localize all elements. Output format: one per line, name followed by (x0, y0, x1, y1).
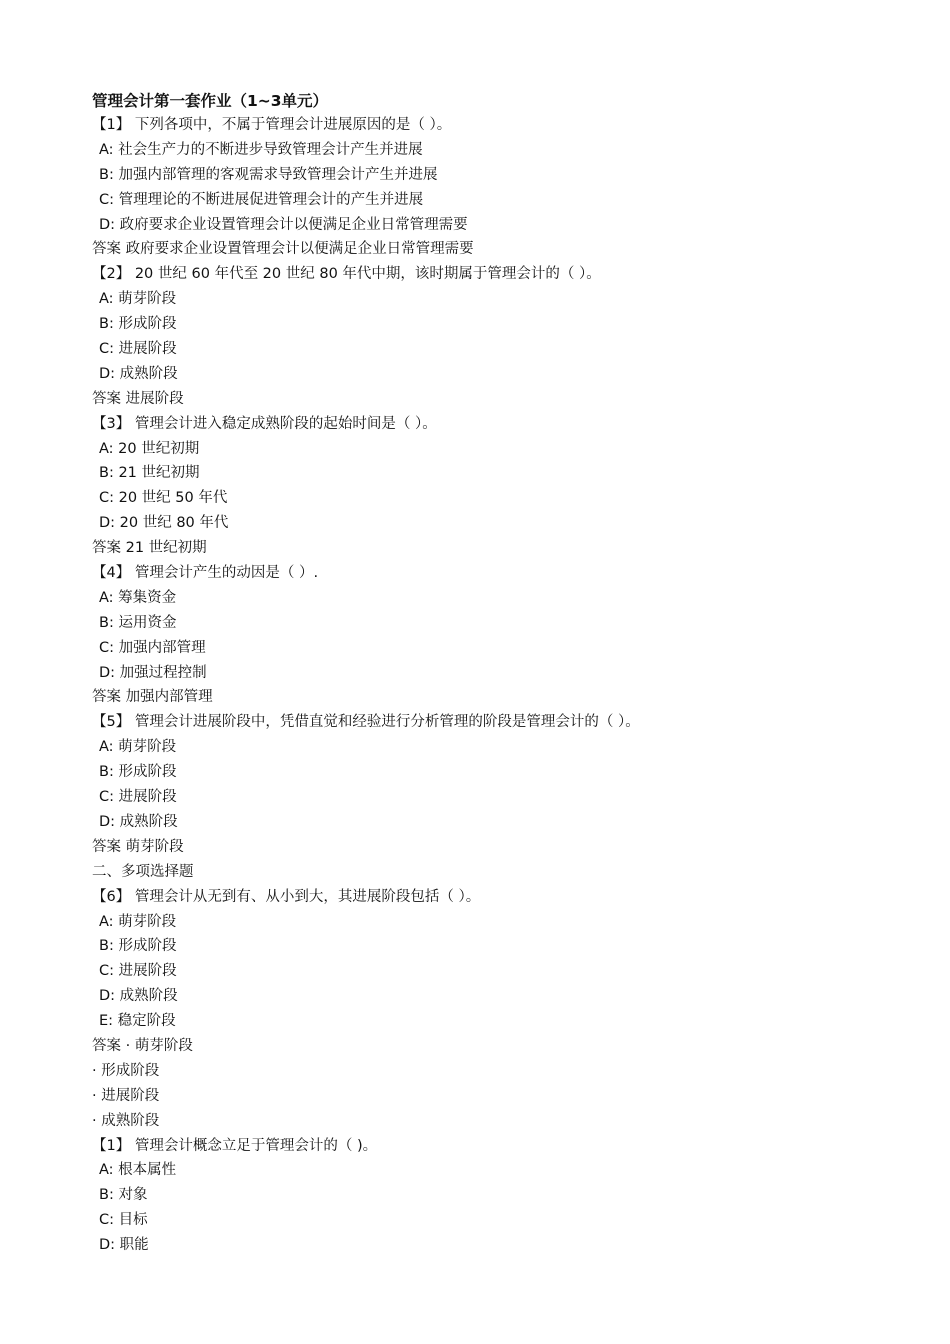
answer-option: D: 20 世纪 80 年代 (99, 515, 229, 532)
answer-option: D: 职能 (99, 1237, 149, 1254)
answer-option: B: 形成阶段 (99, 938, 177, 955)
answer-option: C: 进展阶段 (99, 789, 177, 806)
answer-key: 答案 萌芽阶段 (92, 838, 184, 855)
answer-option: A: 筹集资金 (99, 589, 177, 606)
answer-option: D: 成熟阶段 (99, 988, 178, 1005)
answer-option: D: 成熟阶段 (99, 813, 178, 830)
answer-option: A: 萌芽阶段 (99, 739, 177, 756)
answer-key: · 成熟阶段 (92, 1112, 160, 1129)
answer-option: B: 形成阶段 (99, 316, 177, 333)
answer-option: C: 20 世纪 50 年代 (99, 490, 228, 507)
answer-key: 答案 21 世纪初期 (92, 540, 207, 557)
answer-key: 答案 政府要求企业设置管理会计以便满足企业日常管理需要 (92, 241, 474, 258)
answer-option: B: 加强内部管理的客观需求导致管理会计产生并进展 (99, 166, 438, 183)
section-heading: 二、多项选择题 (92, 863, 194, 880)
question-text: 【1】 管理会计概念立足于管理会计的（ )。 (92, 1137, 378, 1154)
answer-option: D: 成熟阶段 (99, 365, 178, 382)
answer-option: D: 政府要求企业设置管理会计以便满足企业日常管理需要 (99, 216, 468, 233)
answer-option: C: 加强内部管理 (99, 639, 206, 656)
answer-option: C: 目标 (99, 1212, 148, 1229)
question-text: 【5】 管理会计进展阶段中，凭借直觉和经验进行分析管理的阶段是管理会计的（ ）。 (92, 714, 640, 731)
answer-option: B: 运用资金 (99, 614, 177, 631)
answer-option: D: 加强过程控制 (99, 664, 207, 681)
answer-option: A: 萌芽阶段 (99, 291, 177, 308)
question-text: 【1】 下列各项中，不属于管理会计进展原因的是（ ）。 (92, 117, 452, 133)
question-text: 【4】 管理会计产生的动因是（ ）. (92, 565, 319, 582)
answer-option: C: 进展阶段 (99, 341, 177, 358)
answer-option: B: 21 世纪初期 (99, 465, 200, 482)
answer-option: A: 社会生产力的不断进步导致管理会计产生并进展 (99, 141, 423, 158)
answer-option: A: 根本属性 (99, 1162, 177, 1179)
question-text: 【3】 管理会计进入稳定成熟阶段的起始时间是（ ）。 (92, 415, 437, 432)
question-text: 【6】 管理会计从无到有、从小到大，其进展阶段包括（ ）。 (92, 888, 481, 905)
document-lines (92, 113, 912, 1258)
question-text: 【2】 20 世纪 60 年代至 20 世纪 80 年代中期，该时期属于管理会计的（ ）。 (92, 266, 601, 283)
answer-option: B: 对象 (99, 1187, 148, 1204)
answer-option: C: 进展阶段 (99, 963, 177, 980)
answer-option: A: 20 世纪初期 (99, 440, 200, 457)
answer-key: · 形成阶段 (92, 1062, 160, 1079)
answer-option: B: 形成阶段 (99, 764, 177, 781)
answer-option: E: 稳定阶段 (99, 1013, 176, 1030)
document-body (92, 89, 912, 1258)
answer-option: A: 萌芽阶段 (99, 913, 177, 930)
answer-key: 答案 进展阶段 (92, 390, 184, 407)
answer-key: · 进展阶段 (92, 1087, 160, 1104)
answer-option: C: 管理理论的不断进展促进管理会计的产生并进展 (99, 191, 424, 208)
answer-key: 答案 · 萌芽阶段 (92, 1037, 193, 1054)
document-title: 管理会计第一套作业（1~3单元） (92, 92, 329, 110)
answer-key: 答案 加强内部管理 (92, 689, 213, 706)
